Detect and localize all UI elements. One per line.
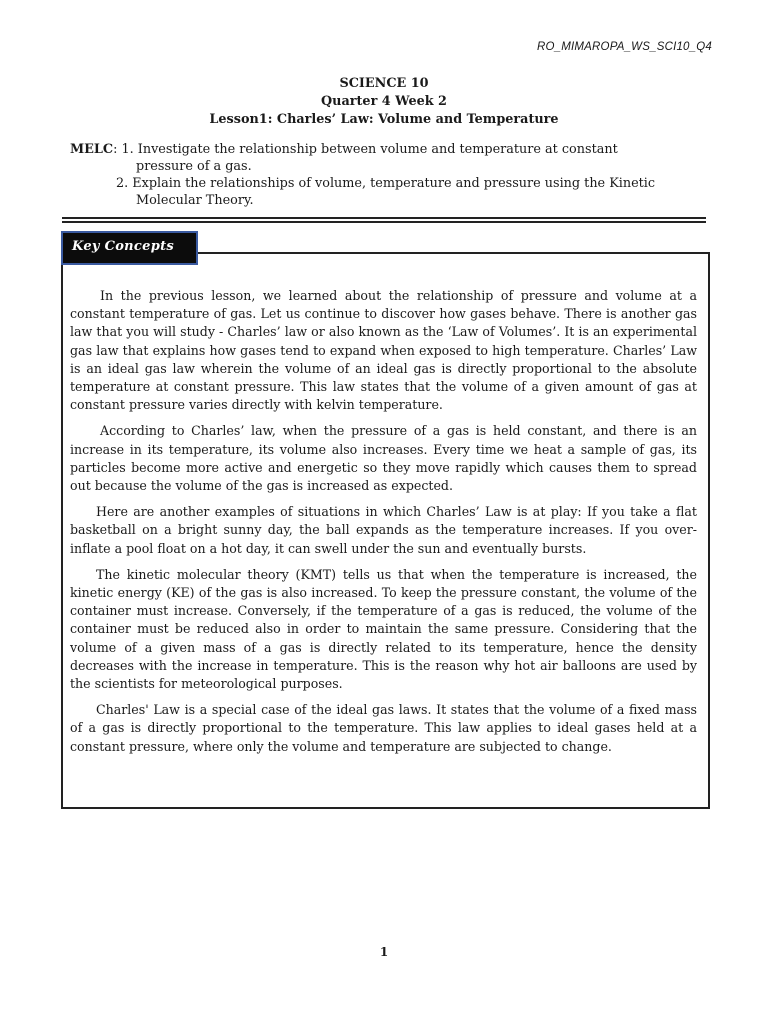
lesson-title: Lesson1: Charles’ Law: Volume and Temperature: [209, 112, 559, 127]
paragraph-2: According to Charles’ law, when the pressure of a gas is held constant, and there is an increase in its temperature, its volume also increases. Every time we heat a sample of gas, its particles become more active and energetic so they move rapidly which causes them to spread out because the volume of the gas is increased as expected.: [70, 423, 697, 494]
paragraph-5: Charles' Law is a special case of the ideal gas laws. It states that the volume of a fixed mass of a gas is directly proportional to the temperature. This law applies to ideal gases held at a constant pressure, where only the volume and temperature are subjected to change.: [70, 702, 697, 754]
melc-item-1-continued: pressure of a gas.: [136, 159, 252, 174]
melc-label: MELC: [70, 142, 114, 157]
divider-line-top: [62, 217, 706, 219]
key-concepts-heading: Key Concepts: [61, 231, 198, 265]
melc-item-1-text: : 1. Investigate the relationship between volume and temperature at constant: [113, 142, 618, 157]
title-block: [0, 75, 768, 129]
period-title: Quarter 4 Week 2: [321, 94, 447, 109]
melc-item-2-continued: Molecular Theory.: [136, 193, 254, 208]
divider-line-bottom: [62, 221, 706, 223]
paragraph-4: The kinetic molecular theory (KMT) tells us that when the temperature is increased, the kinetic energy (KE) of the gas is also increased. To keep the pressure constant, the volume of the container must increase. Conversely, if the temperature of a gas is reduced, the volume of the container must be reduced also in order to maintain the same pressure. Considering that the volume of a given mass of a gas is directly related to its temperature, hence the density decreases with the increase in temperature. This is the reason why hot air balloons are used by the scientists for meteorological purposes.: [70, 566, 697, 692]
paragraph-1: In the previous lesson, we learned about the relationship of pressure and volume at a constant temperature of gas. Let us continue to discover how gases behave. There is another gas law that you will study - Charles’ law or also known as the ‘Law of Volumes’. It is an experimental gas law that explains how gases tend to expand when exposed to high temperature. Charles’ Law is an ideal gas law wherein the volume of an ideal gas is directly proportional to the absolute temperature at constant pressure. This law states that the volume of a given amount of gas at constant pressure varies directly with kelvin temperature.: [70, 288, 697, 413]
page-number: 1: [379, 945, 389, 959]
melc-section: [70, 141, 720, 209]
melc-item-1: [70, 141, 720, 158]
subject-title: SCIENCE 10: [339, 76, 429, 91]
paragraph-3: Here are another examples of situations in which Charles’ Law is at play: If you take a flat basketball on a bright sunny day, the ball expands as the temperature increases. If you over-inflate a pool float on a hot day, it can swell under the sun and eventually bursts.: [70, 504, 697, 556]
key-concepts-body: [70, 287, 697, 764]
melc-item-2: 2. Explain the relationships of volume, temperature and pressure using the Kinetic: [116, 176, 656, 191]
document-code: RO_MIMAROPA_WS_SCI10_Q4: [536, 41, 712, 53]
